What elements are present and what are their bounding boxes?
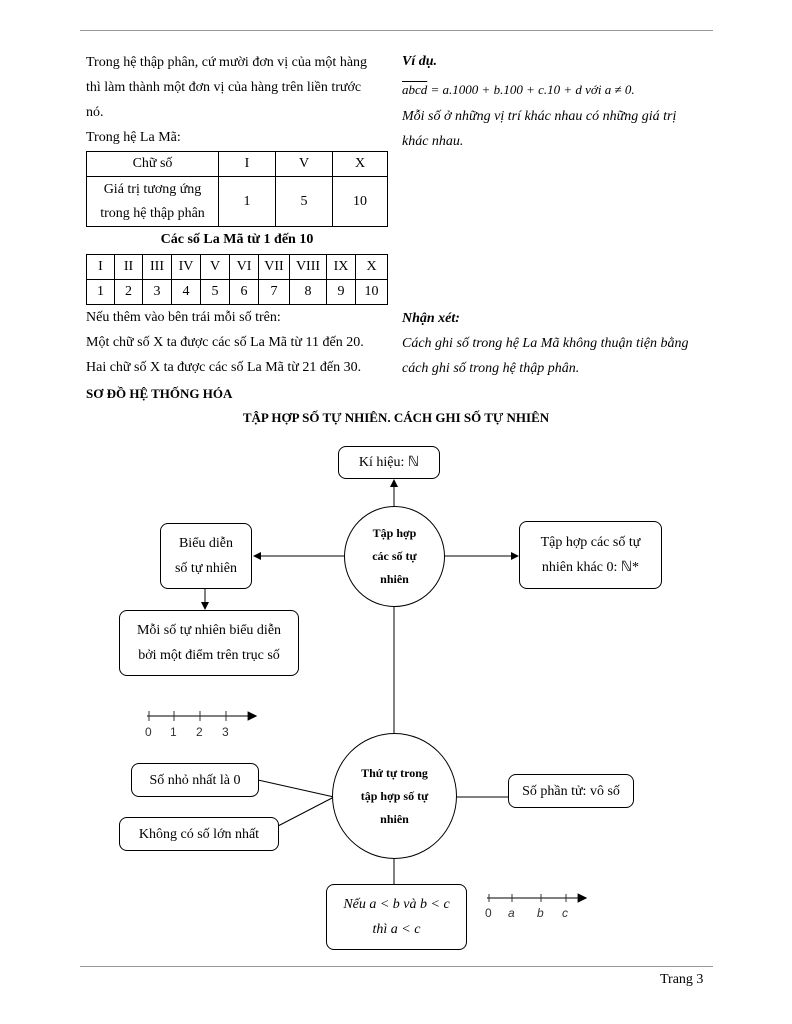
order-circle-line: nhiên (380, 811, 409, 826)
arabic-cell: 4 (172, 280, 201, 305)
roman-cell: II (115, 255, 143, 280)
intro-line-1: Trong hệ thập phân, cứ mười đơn vị của một hàng (86, 55, 368, 70)
example-note-1: Mỗi số ở những vị trí khác nhau có những giá trị (402, 109, 677, 124)
intro-line-4: Trong hệ La Mã: (86, 130, 181, 145)
center-circle-set (344, 506, 445, 607)
number-line-2-label: b (537, 906, 544, 920)
number-line-1-label: 3 (222, 725, 229, 739)
transitivity-box (326, 884, 467, 950)
diagram-title: TẬP HỢP SỐ TỰ NHIÊN. CÁCH GHI SỐ TỰ NHIÊN (242, 410, 550, 425)
order-circle-line: tập hợp số tự (360, 788, 429, 803)
roman-cell: X (356, 255, 388, 280)
roman-cell: VIII (290, 255, 327, 280)
nonzero-line: nhiên khác 0: ℕ* (541, 560, 640, 575)
number-line-1 (145, 711, 256, 739)
roman-cell: IV (172, 255, 201, 280)
roman-cell: III (143, 255, 172, 280)
remark-line-2: cách ghi số trong hệ thập phân. (402, 361, 580, 376)
table1-cell: X (333, 152, 388, 177)
roman-cell: IX (327, 255, 356, 280)
section-heading: SƠ ĐỒ HỆ THỐNG HÓA (86, 386, 233, 401)
symbol-box: Kí hiệu: ℕ (338, 446, 440, 479)
number-line-2-label: a (508, 906, 515, 920)
count-box: Số phần tử: vô số (508, 774, 634, 808)
nonzero-set-box (519, 521, 662, 589)
center-circle-line: các số tự (372, 549, 417, 563)
table1-cell: V (276, 152, 333, 177)
number-line-2 (485, 894, 586, 920)
number-line-1-label: 2 (196, 725, 203, 739)
page-number: Trang 3 (660, 972, 704, 987)
intro-line-2: thì làm thành một đơn vị của hàng trên liền trước (86, 80, 362, 95)
table1-cell: 5 (276, 177, 333, 227)
footer-rule (80, 966, 713, 967)
example-note-2: khác nhau. (402, 134, 464, 149)
point-representation-box (119, 610, 299, 676)
table1-cell: I (219, 152, 276, 177)
arabic-cell: 1 (87, 280, 115, 305)
table1-label-line: trong hệ thập phân (100, 205, 205, 221)
nonzero-line: Tập hợp các số tự (540, 535, 641, 550)
arabic-cell: 5 (201, 280, 230, 305)
arabic-cell: 10 (356, 280, 388, 305)
number-line-1-label: 1 (170, 725, 177, 739)
example-title: Ví dụ. (402, 54, 438, 69)
number-line-1-label: 0 (145, 725, 152, 739)
max-box: Không có số lớn nhất (119, 817, 279, 851)
arabic-cell: 6 (230, 280, 259, 305)
table2-title: Các số La Mã từ 1 đến 10 (160, 232, 314, 247)
note-line-1: Nếu thêm vào bên trái mỗi số trên: (86, 310, 281, 325)
arabic-cell: 9 (327, 280, 356, 305)
center-circle-line: nhiên (380, 572, 409, 586)
intro-line-3: nó. (86, 105, 104, 120)
table1-label-line: Giá trị tương ứng (103, 181, 202, 197)
formula-overline-number: abcd (402, 82, 428, 97)
note-line-3: Hai chữ số X ta được các số La Mã từ 21 đến 30. (86, 360, 362, 375)
arabic-cell: 8 (290, 280, 327, 305)
represent-line: Biểu diễn (178, 536, 234, 551)
arabic-cell: 7 (259, 280, 290, 305)
table1-cell: 1 (219, 177, 276, 227)
order-circle-line: Thứ tự trong (361, 765, 428, 780)
represent-line: số tự nhiên (174, 561, 238, 576)
number-line-2-label: 0 (485, 906, 492, 920)
arabic-cell: 2 (115, 280, 143, 305)
point-line: Mỗi số tự nhiên biểu diễn (136, 623, 282, 638)
represent-box (160, 523, 252, 589)
roman-cell: VI (230, 255, 259, 280)
remark-line-1: Cách ghi số trong hệ La Mã không thuận tiện bằng (402, 336, 689, 351)
formula-rest: = a.1000 + b.100 + c.10 + d với a ≠ 0. (427, 82, 635, 97)
point-line: bởi một điểm trên trục số (138, 648, 280, 663)
remark-title: Nhận xét: (402, 311, 460, 326)
roman-cell: I (87, 255, 115, 280)
transitivity-line: thì a < c (372, 922, 421, 937)
center-circle-order (332, 733, 457, 859)
transitivity-line: Nếu a < b và b < c (343, 897, 450, 912)
note-line-2: Một chữ số X ta được các số La Mã từ 11 đến 20. (86, 335, 364, 350)
table1-header: Chữ số (87, 152, 219, 177)
roman-cell: V (201, 255, 230, 280)
arabic-cell: 3 (143, 280, 172, 305)
roman-cell: VII (259, 255, 290, 280)
table1-cell: 10 (333, 177, 388, 227)
center-circle-line: Tập hợp (372, 526, 417, 540)
min-box: Số nhỏ nhất là 0 (131, 763, 259, 797)
number-line-2-label: c (562, 906, 568, 920)
